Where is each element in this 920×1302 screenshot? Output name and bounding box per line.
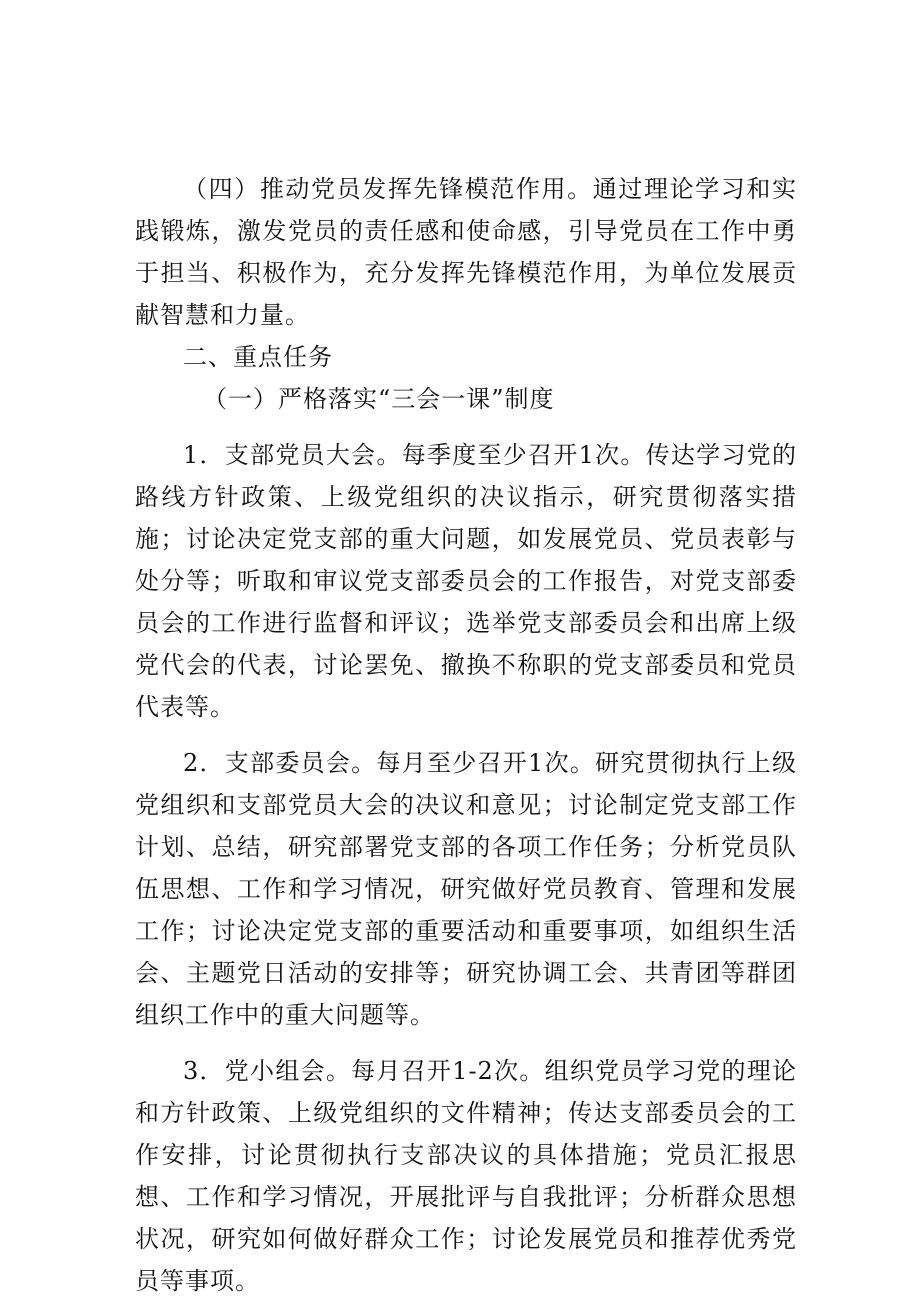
list-item-branch-general-meeting: 1．支部党员大会。每季度至少召开1次。传达学习党的路线方针政策、上级党组织的决议指示，研究贯彻落实措施；讨论决定党支部的重大问题，如发展党员、党员表彰与处分等；听取和审议党支部委员会的工作报告，对党支部委员会的工作进行监督和评议；选举党支部委员会和出席上级党代会的代表，讨论罢免、撤换不称职的党支部委员和党员代表等。 [135, 441, 797, 721]
section-title-key-tasks: 二、重点任务 [183, 343, 333, 371]
list-item-branch-committee: 2．支部委员会。每月至少召开1次。研究贯彻执行上级党组织和支部党员大会的决议和意见；讨论制定党支部工作计划、总结，研究部署党支部的各项工作任务；分析党员队伍思想、工作和学习情况，研究做好党员教育、管理和发展工作；讨论决定党支部的重要活动和重要事项，如组织生活会、主题党日活动的安排等；研究协调工会、共青团等群团组织工作中的重大问题等。 [135, 749, 797, 1029]
list-item-party-group-meeting: 3．党小组会。每月召开1-2次。组织党员学习党的理论和方针政策、上级党组织的文件精神；传达支部委员会的工作安排，讨论贯彻执行支部决议的具体措施；党员汇报思想、工作和学习情况，开展批评与自我批评；分析群众思想状况，研究如何做好群众工作；讨论发展党员和推荐优秀党员等事项。 [135, 1057, 797, 1295]
document-body [135, 168, 797, 1302]
paragraph-objective-4: （四）推动党员发挥先锋模范作用。通过理论学习和实践锻炼，激发党员的责任感和使命感，引导党员在工作中勇于担当、积极作为，充分发挥先锋模范作用，为单位发展贡献智慧和力量。 [135, 175, 797, 329]
subsection-title-three-meetings: （一）严格落实“三会一课”制度 [203, 385, 555, 413]
